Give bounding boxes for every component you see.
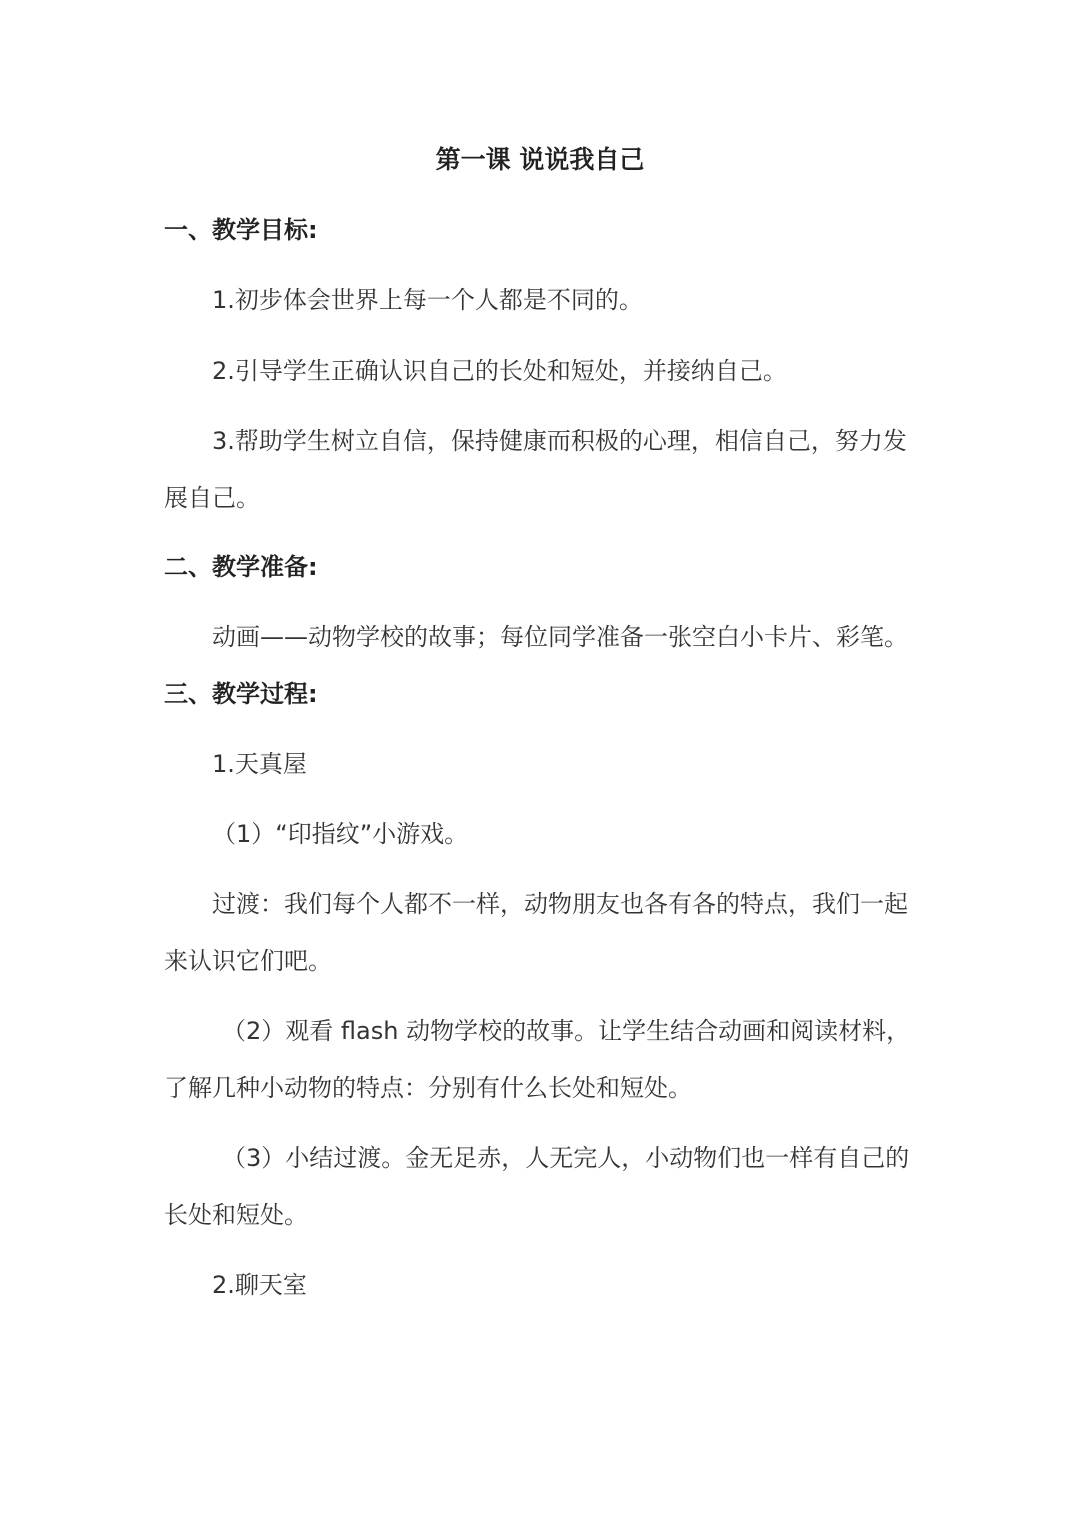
goal-item-1: 1.初步体会世界上每一个人都是不同的。 (212, 286, 643, 314)
prep-item-1: 动画——动物学校的故事；每位同学准备一张空白小卡片、彩笔。 (212, 623, 908, 651)
section-heading-process: 三、教学过程: (164, 680, 318, 708)
process-substep-2-continued: 了解几种小动物的特点：分别有什么长处和短处。 (164, 1074, 692, 1102)
process-step-1: 1.天真屋 (212, 750, 307, 778)
section-heading-prep: 二、教学准备: (164, 553, 318, 581)
section-heading-goals: 一、教学目标: (164, 216, 318, 244)
process-substep-3: （3）小结过渡。金无足赤，人无完人，小动物们也一样有自己的 (222, 1144, 910, 1172)
process-transition: 过渡：我们每个人都不一样，动物朋友也各有各的特点，我们一起 (212, 890, 908, 918)
process-substep-3-continued: 长处和短处。 (164, 1201, 308, 1229)
goal-item-3-continued: 展自己。 (164, 484, 260, 512)
goal-item-2: 2.引导学生正确认识自己的长处和短处，并接纳自己。 (212, 357, 787, 385)
process-substep-1: （1）“印指纹”小游戏。 (212, 820, 469, 848)
process-substep-2: （2）观看 flash 动物学校的故事。让学生结合动画和阅读材料， (222, 1017, 911, 1045)
goal-item-3: 3.帮助学生树立自信，保持健康而积极的心理，相信自己，努力发 (212, 427, 907, 455)
process-step-2: 2.聊天室 (212, 1271, 307, 1299)
lesson-title: 第一课 说说我自己 (435, 145, 645, 174)
process-transition-continued: 来认识它们吧。 (164, 947, 332, 975)
